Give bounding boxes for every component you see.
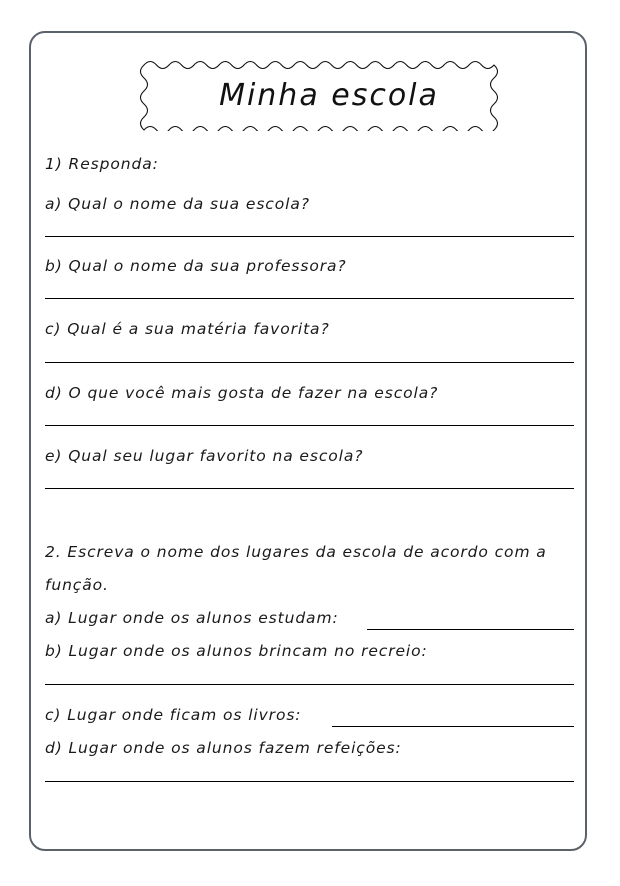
question-1d-label: d) O que você mais gosta de fazer na escola? xyxy=(45,384,439,402)
answer-line-2a[interactable] xyxy=(367,629,574,630)
question-2d-label: d) Lugar onde os alunos fazem refeições: xyxy=(45,739,402,757)
question-1a-label: a) Qual o nome da sua escola? xyxy=(45,195,310,213)
answer-line-1b[interactable] xyxy=(45,298,574,299)
answer-line-1c[interactable] xyxy=(45,362,574,363)
title-banner xyxy=(134,59,524,131)
question-2b-label: b) Lugar onde os alunos brincam no recreio: xyxy=(45,642,428,660)
section2-heading-line1: 2. Escreva o nome dos lugares da escola de acordo com a xyxy=(45,543,547,561)
page-title: Minha escola xyxy=(219,77,439,113)
worksheet-page xyxy=(29,31,587,851)
answer-line-1a[interactable] xyxy=(45,236,574,237)
question-1c-label: c) Qual é a sua matéria favorita? xyxy=(45,320,330,338)
section1-heading: 1) Responda: xyxy=(45,155,159,173)
answer-line-2b[interactable] xyxy=(45,684,574,685)
section2-heading-line2: função. xyxy=(45,576,109,594)
worksheet-content xyxy=(31,33,585,849)
question-1b-label: b) Qual o nome da sua professora? xyxy=(45,257,347,275)
question-2a-label: a) Lugar onde os alunos estudam: xyxy=(45,609,339,627)
answer-line-2c[interactable] xyxy=(332,726,574,727)
answer-line-2d[interactable] xyxy=(45,781,574,782)
question-1e-label: e) Qual seu lugar favorito na escola? xyxy=(45,447,364,465)
answer-line-1e[interactable] xyxy=(45,488,574,489)
answer-line-1d[interactable] xyxy=(45,425,574,426)
question-2c-label: c) Lugar onde ficam os livros: xyxy=(45,706,302,724)
